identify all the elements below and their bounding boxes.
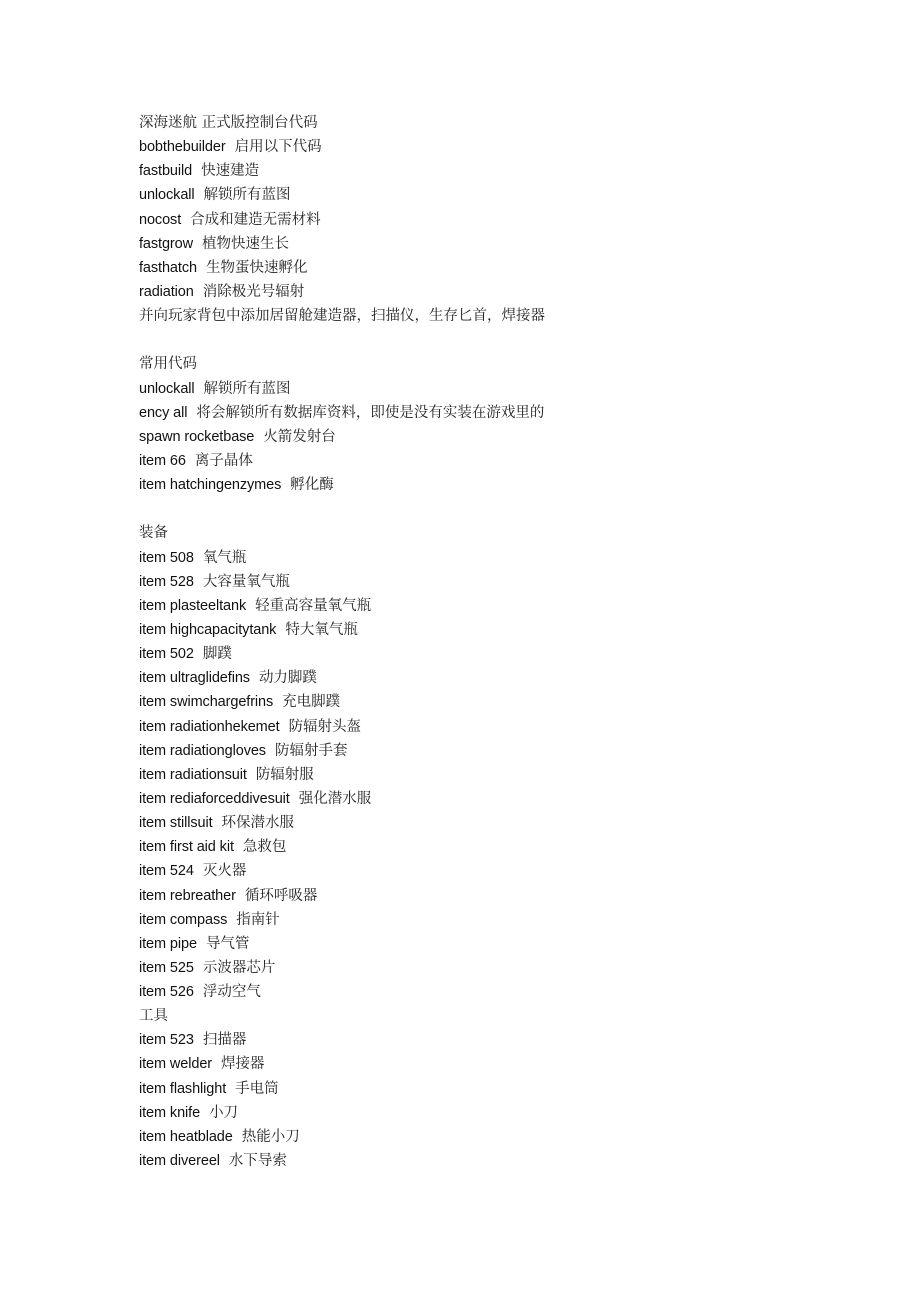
code-line bbox=[139, 1149, 839, 1173]
command: item 523 bbox=[139, 1032, 194, 1049]
command: item 526 bbox=[139, 984, 194, 1001]
command: item plasteeltank bbox=[139, 597, 247, 614]
code-line bbox=[139, 159, 839, 183]
command: fastgrow bbox=[139, 235, 193, 252]
section-heading-equipment: 装备 bbox=[139, 525, 168, 542]
section-heading-tools: 工具 bbox=[139, 1008, 168, 1025]
command: item welder bbox=[139, 1056, 213, 1073]
code-line bbox=[139, 787, 839, 811]
code-line bbox=[139, 1125, 839, 1149]
code-line bbox=[139, 835, 839, 859]
code-line bbox=[139, 570, 839, 594]
code-line bbox=[139, 1077, 839, 1101]
command: spawn rocketbase bbox=[139, 428, 255, 445]
command: item rediaforceddivesuit bbox=[139, 790, 290, 807]
description: 小刀 bbox=[209, 1104, 239, 1121]
command: item flashlight bbox=[139, 1080, 227, 1097]
command: unlockall bbox=[139, 380, 195, 397]
code-line bbox=[139, 956, 839, 980]
code-line bbox=[139, 763, 839, 787]
code-line bbox=[139, 208, 839, 232]
command: item 528 bbox=[139, 573, 194, 590]
command: item hatchingenzymes bbox=[139, 477, 282, 494]
description: 将会解锁所有数据库资料，即使是没有实装在游戏里的 bbox=[196, 404, 545, 421]
code-line bbox=[139, 690, 839, 714]
section-heading-console-codes: 深海迷航 正式版控制台代码 bbox=[139, 115, 318, 131]
code-line bbox=[139, 1052, 839, 1076]
command: item pipe bbox=[139, 935, 197, 952]
description: 示波器芯片 bbox=[202, 959, 276, 976]
code-line bbox=[139, 183, 839, 207]
code-line bbox=[139, 546, 839, 570]
section-note: 并向玩家背包中添加居留舱建造器，扫描仪，生存匕首，焊接器 bbox=[139, 308, 545, 325]
code-line bbox=[139, 594, 839, 618]
code-line bbox=[139, 232, 839, 256]
code-line bbox=[139, 618, 839, 642]
description: 脚蹼 bbox=[202, 646, 232, 663]
description: 扫描器 bbox=[202, 1032, 247, 1049]
code-line bbox=[139, 811, 839, 835]
code-line bbox=[139, 715, 839, 739]
description: 消除极光号辐射 bbox=[202, 283, 305, 300]
code-line bbox=[139, 256, 839, 280]
command: item 502 bbox=[139, 646, 194, 663]
description: 火箭发射台 bbox=[263, 428, 336, 445]
command: item heatblade bbox=[139, 1128, 233, 1145]
description: 手电筒 bbox=[235, 1080, 279, 1097]
command: item radiationgloves bbox=[139, 742, 266, 759]
description: 导气管 bbox=[205, 935, 250, 952]
code-line bbox=[139, 449, 839, 473]
code-line bbox=[139, 473, 839, 497]
description: 启用以下代码 bbox=[234, 139, 322, 156]
description: 强化潜水服 bbox=[298, 790, 372, 807]
description: 解锁所有蓝图 bbox=[203, 187, 291, 204]
code-line bbox=[139, 1101, 839, 1125]
description: 浮动空气 bbox=[202, 984, 261, 1001]
command: item 66 bbox=[139, 452, 186, 469]
command: ency all bbox=[139, 404, 188, 421]
code-line bbox=[139, 980, 839, 1004]
code-line bbox=[139, 377, 839, 401]
command: item ultraglidefins bbox=[139, 670, 250, 687]
description: 防辐射头盔 bbox=[288, 718, 362, 735]
description: 充电脚蹼 bbox=[282, 694, 341, 711]
description: 孵化酶 bbox=[290, 477, 334, 494]
code-line bbox=[139, 932, 839, 956]
command: item 508 bbox=[139, 549, 194, 566]
command: bobthebuilder bbox=[139, 139, 226, 156]
description: 环保潜水服 bbox=[221, 815, 295, 832]
description: 植物快速生长 bbox=[202, 235, 289, 252]
code-line bbox=[139, 739, 839, 763]
command: item radiationhekemet bbox=[139, 718, 280, 735]
command: unlockall bbox=[139, 187, 195, 204]
code-line bbox=[139, 401, 839, 425]
code-line bbox=[139, 1028, 839, 1052]
description: 指南针 bbox=[236, 911, 280, 928]
command: item compass bbox=[139, 911, 228, 928]
description: 生物蛋快速孵化 bbox=[205, 259, 308, 276]
code-line bbox=[139, 642, 839, 666]
description: 急救包 bbox=[242, 839, 287, 856]
description: 水下导索 bbox=[228, 1153, 287, 1170]
command: item 524 bbox=[139, 863, 194, 880]
code-line bbox=[139, 908, 839, 932]
description: 大容量氧气瓶 bbox=[202, 573, 290, 590]
description: 合成和建造无需材料 bbox=[190, 211, 321, 228]
section-heading-common-codes: 常用代码 bbox=[139, 356, 197, 373]
description: 解锁所有蓝图 bbox=[203, 380, 291, 397]
description: 动力脚蹼 bbox=[258, 670, 317, 687]
command: item swimchargefrins bbox=[139, 694, 274, 711]
code-line bbox=[139, 859, 839, 883]
description: 氧气瓶 bbox=[202, 549, 247, 566]
command: fastbuild bbox=[139, 163, 193, 180]
blank-line bbox=[139, 497, 839, 521]
command: item stillsuit bbox=[139, 815, 213, 832]
command: nocost bbox=[139, 211, 182, 228]
description: 防辐射服 bbox=[255, 766, 314, 783]
description: 防辐射手套 bbox=[274, 742, 348, 759]
code-line bbox=[139, 425, 839, 449]
command: item divereel bbox=[139, 1153, 220, 1170]
command: item rebreather bbox=[139, 887, 236, 904]
description: 灭火器 bbox=[202, 863, 247, 880]
blank-line bbox=[139, 328, 839, 352]
document-page bbox=[139, 111, 839, 1173]
command: item highcapacitytank bbox=[139, 621, 277, 638]
command: item first aid kit bbox=[139, 839, 234, 856]
description: 焊接器 bbox=[221, 1056, 265, 1073]
code-line bbox=[139, 135, 839, 159]
command: item knife bbox=[139, 1104, 201, 1121]
description: 特大氧气瓶 bbox=[285, 621, 358, 638]
command: radiation bbox=[139, 283, 194, 300]
description: 轻重高容量氧气瓶 bbox=[255, 597, 372, 614]
command: item 525 bbox=[139, 959, 194, 976]
description: 循环呼吸器 bbox=[244, 887, 318, 904]
command: item radiationsuit bbox=[139, 766, 247, 783]
description: 快速建造 bbox=[201, 163, 260, 180]
code-line bbox=[139, 280, 839, 304]
description: 离子晶体 bbox=[194, 452, 253, 469]
code-line bbox=[139, 666, 839, 690]
description: 热能小刀 bbox=[241, 1128, 300, 1145]
command: fasthatch bbox=[139, 259, 197, 276]
code-line bbox=[139, 884, 839, 908]
